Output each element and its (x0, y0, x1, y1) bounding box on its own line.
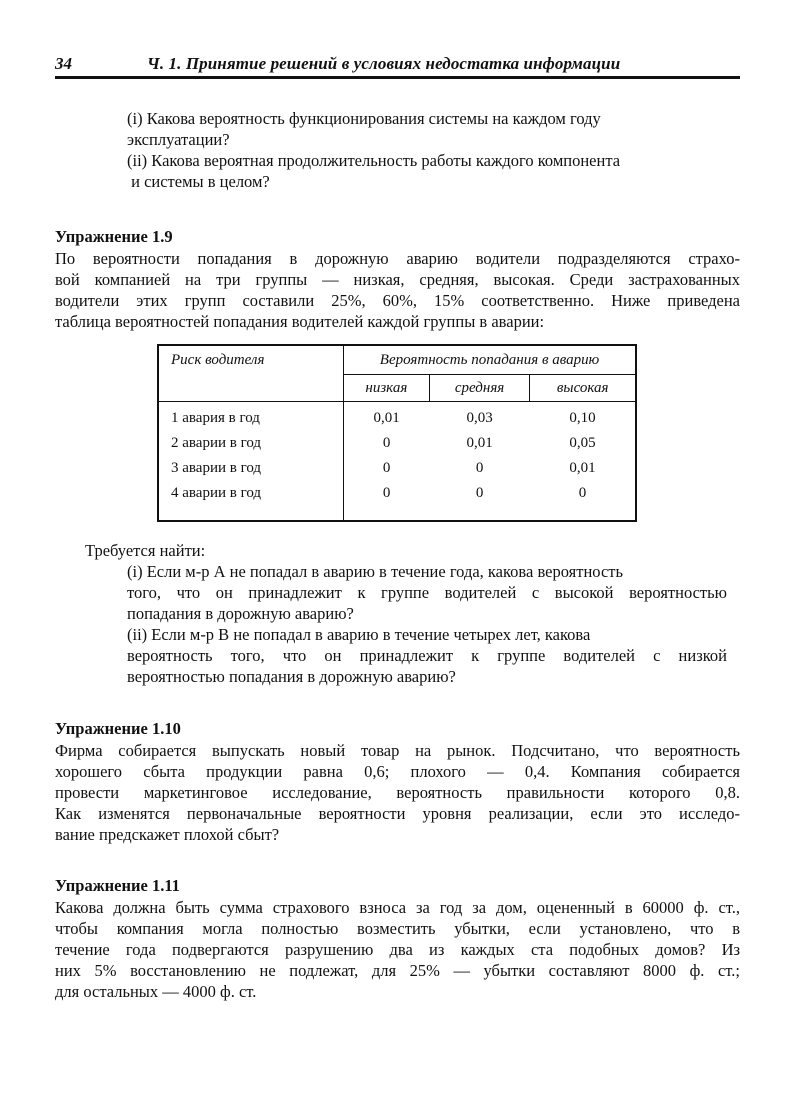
row-label: 1 авария в год (158, 402, 344, 432)
question-line: вероятностью попадания в дорожную аварию? (127, 667, 456, 686)
intro-question-2-line-1: (ii) Какова вероятная продолжительность работы каждого компонента (127, 151, 621, 170)
intro-question-2-line-2: и системы в целом? (127, 172, 270, 191)
question-line: того, что он принадлежит к группе водителей с высокой вероятностью (127, 583, 727, 602)
running-title: Ч. 1. Принятие решений в условиях недостатка информации (147, 54, 621, 73)
exercise-11-line: них 5% восстановлению не подлежат, для 25% — убытки составляют 8000 ф. ст.; (55, 961, 740, 980)
exercise-11-line: чтобы компания могла полностью возместить убытки, если установлено, что в (55, 919, 740, 938)
table-cell: 0,01 (569, 460, 596, 476)
exercise-11-text (55, 897, 740, 1002)
exercise-10-line: хорошего сбыта продукции равна 0,6; плохого — 0,4. Компания собирается (55, 762, 740, 781)
risk-header: Риск водителя (158, 345, 344, 402)
table-cell: 0 (475, 485, 484, 501)
row-label: 2 аварии в год (158, 431, 344, 456)
exercise-10-line: провести маркетинговое исследование, вероятность правильности которого 0,8. (55, 783, 740, 802)
exercise-11-line: для остальных — 4000 ф. ст. (55, 982, 257, 1001)
question-line: (ii) Если м-р В не попадал в аварию в течение четырех лет, какова (127, 625, 591, 644)
column-low: низкая (344, 375, 430, 402)
exercise-11-title: Упражнение 1.11 (55, 876, 180, 895)
exercise-9-title: Упражнение 1.9 (55, 227, 173, 246)
question-line: (i) Если м-р А не попадал в аварию в течение года, какова вероятность (127, 562, 624, 581)
column-medium: средняя (429, 375, 530, 402)
exercise-10-line: Фирма собирается выпускать новый товар на рынок. Подсчитано, что вероятность (55, 741, 740, 760)
exercise-10-title: Упражнение 1.10 (55, 719, 181, 738)
probability-header: Вероятность попадания в аварию (344, 345, 637, 375)
exercise-9-questions (127, 561, 727, 687)
required-label: Требуется найти: (85, 541, 206, 560)
exercise-9-line: По вероятности попадания в дорожную аварию водители подразделяются страхо- (55, 249, 740, 268)
exercise-9-line: таблица вероятностей попадания водителей каждой группы в аварии: (55, 312, 545, 331)
table-cell: 0,01 (373, 410, 400, 426)
row-label: 4 аварии в год (158, 481, 344, 506)
table-cell: 0,01 (466, 435, 493, 451)
exercise-10-line: вание предскажет плохой сбыт? (55, 825, 280, 844)
table-cell: 0 (578, 485, 587, 501)
exercise-10-line: Как изменятся первоначальные вероятности уровня реализации, если это исследо- (55, 804, 740, 823)
exercise-9-text (55, 248, 740, 332)
question-line: попадания в дорожную аварию? (127, 604, 354, 623)
table-cell: 0 (382, 435, 391, 451)
table-row (158, 481, 636, 506)
question-line: вероятность того, что он принадлежит к группе водителей с низкой (127, 646, 727, 665)
column-high: высокая (530, 375, 636, 402)
exercise-11-line: течение года подвергаются разрушению два из каждых ста подобных домов? Из (55, 940, 740, 959)
exercise-10-text (55, 740, 740, 845)
table-cell: 0 (475, 460, 484, 476)
accident-probability-table (157, 344, 637, 522)
page-number: 34 (55, 54, 72, 73)
intro-question-1-line-2: эксплуатации? (127, 130, 230, 149)
intro-questions (127, 108, 727, 192)
exercise-9-line: водители этих групп составили 25%, 60%, 15% соответственно. Ниже приведена (55, 291, 740, 310)
table-cell: 0,05 (569, 435, 596, 451)
table-cell: 0 (382, 460, 391, 476)
table-row (158, 456, 636, 481)
table-filler-row (158, 506, 636, 521)
table-row (158, 431, 636, 456)
table-row (158, 402, 636, 432)
table-cell: 0,10 (569, 410, 596, 426)
table-cell: 0,03 (466, 410, 493, 426)
table-cell: 0 (382, 485, 391, 501)
exercise-11-line: Какова должна быть сумма страхового взноса за год за дом, оцененный в 60000 ф. ст., (55, 898, 740, 917)
row-label: 3 аварии в год (158, 456, 344, 481)
header-rule (55, 76, 740, 79)
page-header (55, 52, 740, 76)
exercise-9-line: вой компанией на три группы — низкая, средняя, высокая. Среди застрахованных (55, 270, 740, 289)
intro-question-1-line-1: (i) Какова вероятность функционирования системы на каждом году (127, 109, 601, 128)
